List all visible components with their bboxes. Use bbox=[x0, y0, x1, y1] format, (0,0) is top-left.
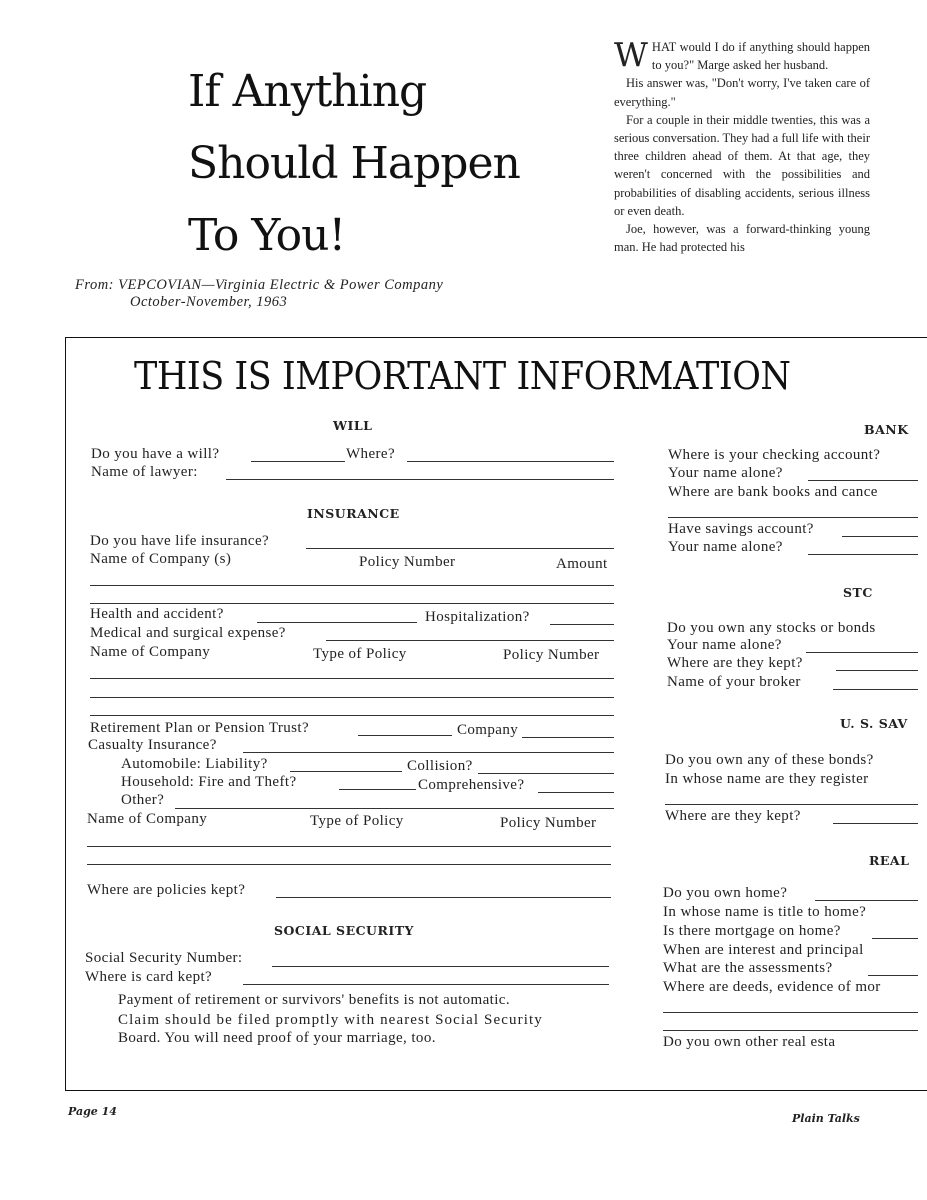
medical-surgical-line bbox=[326, 640, 614, 641]
article-paragraph-4: Joe, however, was a forward-thinking young man. He had protected his bbox=[614, 222, 870, 255]
bank-heading: BANK bbox=[864, 422, 909, 437]
retirement-line bbox=[358, 735, 452, 736]
where-policies-label: Where are policies kept? bbox=[87, 882, 246, 898]
source-line-1: From: VEPCOVIAN—Virginia Electric & Power Company bbox=[75, 277, 444, 293]
own-home-line bbox=[815, 900, 918, 901]
household-label: Household: Fire and Theft? bbox=[121, 774, 297, 790]
health-company-line-3 bbox=[90, 715, 614, 716]
other-line bbox=[175, 808, 614, 809]
savings-name-alone-line bbox=[808, 554, 918, 555]
type-of-policy-label-2: Type of Policy bbox=[310, 813, 404, 829]
medical-surgical-label: Medical and surgical expense? bbox=[90, 625, 286, 641]
form-heading: THIS IS IMPORTANT INFORMATION bbox=[134, 354, 791, 398]
bonds-whose-name-label: In whose name are they register bbox=[665, 771, 869, 787]
have-will-line bbox=[251, 461, 345, 462]
own-home-label: Do you own home? bbox=[663, 885, 788, 901]
checking-name-alone-label: Your name alone? bbox=[668, 465, 783, 481]
where-label: Where? bbox=[346, 446, 396, 462]
assessments-label: What are the assessments? bbox=[663, 960, 833, 976]
company-label: Company bbox=[457, 722, 519, 738]
own-bonds-label: Do you own any of these bonds? bbox=[665, 752, 874, 768]
name-of-company-label-1: Name of Company bbox=[90, 644, 211, 660]
comprehensive-label: Comprehensive? bbox=[418, 777, 525, 793]
collision-line bbox=[478, 773, 614, 774]
ss-note-line-3: Board. You will need proof of your marriage, too. bbox=[118, 1030, 436, 1046]
savings-label: Have savings account? bbox=[668, 521, 814, 537]
name-of-company-label-2: Name of Company bbox=[87, 811, 208, 827]
health-accident-line bbox=[257, 622, 417, 623]
other-label: Other? bbox=[121, 792, 165, 808]
publication-name: Plain Talks bbox=[792, 1112, 860, 1125]
life-company-line-1 bbox=[90, 585, 614, 586]
bank-books-line bbox=[668, 517, 918, 518]
comprehensive-line bbox=[538, 792, 614, 793]
other-real-estate-label: Do you own other real esta bbox=[663, 1034, 836, 1050]
automobile-label: Automobile: Liability? bbox=[121, 756, 268, 772]
bonds-where-kept-label: Where are they kept? bbox=[665, 808, 801, 824]
automobile-line bbox=[290, 771, 402, 772]
own-stocks-label: Do you own any stocks or bonds bbox=[667, 620, 876, 636]
page-number: Page 14 bbox=[68, 1105, 117, 1118]
article-title-line-3: To You! bbox=[188, 210, 346, 261]
policy-number-label-1: Policy Number bbox=[359, 554, 456, 570]
where-policies-line bbox=[276, 897, 611, 898]
stocks-where-kept-label: Where are they kept? bbox=[667, 655, 803, 671]
casualty-line bbox=[243, 752, 614, 753]
us-savings-heading: U. S. SAV bbox=[840, 716, 908, 731]
source-line-2: October-November, 1963 bbox=[130, 294, 288, 310]
hospitalization-label: Hospitalization? bbox=[425, 609, 530, 625]
deeds-line-1 bbox=[663, 1012, 918, 1013]
drop-cap: W bbox=[614, 35, 648, 74]
health-company-line-2 bbox=[90, 697, 614, 698]
company-names-label: Name of Company (s) bbox=[90, 551, 232, 567]
household-line bbox=[339, 789, 416, 790]
bonds-whose-name-line bbox=[665, 804, 918, 805]
mortgage-line bbox=[872, 938, 918, 939]
card-kept-label: Where is card kept? bbox=[85, 969, 213, 985]
casualty-label: Casualty Insurance? bbox=[88, 737, 217, 753]
hospitalization-line bbox=[550, 624, 614, 625]
article-paragraph-1: HAT would I do if anything should happen to you?" Marge asked her husband. bbox=[651, 40, 870, 73]
broker-label: Name of your broker bbox=[667, 674, 801, 690]
card-kept-line bbox=[243, 984, 609, 985]
life-insurance-line bbox=[306, 548, 614, 549]
checking-name-alone-line bbox=[808, 480, 918, 481]
lawyer-line bbox=[226, 479, 614, 480]
bank-books-label: Where are bank books and cance bbox=[668, 484, 878, 500]
title-name-label: In whose name is title to home? bbox=[663, 904, 867, 920]
ss-note-line-2: Claim should be filed promptly with nearest Social Security bbox=[118, 1012, 543, 1028]
insurance-heading: INSURANCE bbox=[307, 506, 400, 521]
bonds-where-kept-line bbox=[833, 823, 918, 824]
savings-line bbox=[842, 536, 918, 537]
article-paragraph-2: His answer was, "Don't worry, I've taken care of everything." bbox=[614, 76, 870, 109]
collision-label: Collision? bbox=[407, 758, 473, 774]
article-title-line-2: Should Happen bbox=[188, 138, 520, 189]
type-of-policy-label-1: Type of Policy bbox=[313, 646, 407, 662]
policy-number-label-3: Policy Number bbox=[500, 815, 597, 831]
mortgage-label: Is there mortgage on home? bbox=[663, 923, 841, 939]
assessments-line bbox=[868, 975, 918, 976]
stocks-where-kept-line bbox=[836, 670, 918, 671]
article-paragraph-3: For a couple in their middle twenties, this was a serious conversation. They had a full life with their three children ahead of them. At that age, they weren't concerned with the possibilities and probabilities of disabling accidents, serious illness or even death. bbox=[614, 112, 870, 218]
casualty-company-line-1 bbox=[87, 846, 611, 847]
deeds-label: Where are deeds, evidence of mor bbox=[663, 979, 881, 995]
ss-note-line-1: Payment of retirement or survivors' benefits is not automatic. bbox=[118, 992, 510, 1008]
health-accident-label: Health and accident? bbox=[90, 606, 224, 622]
company-line bbox=[522, 737, 614, 738]
life-company-line-2 bbox=[90, 603, 614, 604]
policy-number-label-2: Policy Number bbox=[503, 647, 600, 663]
broker-line bbox=[833, 689, 918, 690]
article-title-line-1: If Anything bbox=[188, 66, 427, 117]
article-body bbox=[614, 35, 870, 256]
lawyer-label: Name of lawyer: bbox=[91, 464, 198, 480]
health-company-line-1 bbox=[90, 678, 614, 679]
have-will-label: Do you have a will? bbox=[91, 446, 220, 462]
real-estate-heading: REAL bbox=[869, 853, 910, 868]
stocks-name-alone-label: Your name alone? bbox=[667, 637, 782, 653]
ss-number-label: Social Security Number: bbox=[85, 950, 243, 966]
where-line bbox=[407, 461, 614, 462]
deeds-line-2 bbox=[663, 1030, 918, 1031]
interest-label: When are interest and principal bbox=[663, 942, 864, 958]
casualty-company-line-2 bbox=[87, 864, 611, 865]
life-insurance-label: Do you have life insurance? bbox=[90, 533, 270, 549]
stocks-heading: STC bbox=[843, 585, 873, 600]
ss-number-line bbox=[272, 966, 609, 967]
will-heading: WILL bbox=[333, 418, 373, 433]
social-security-heading: SOCIAL SECURITY bbox=[274, 923, 414, 938]
amount-label: Amount bbox=[556, 556, 608, 572]
savings-name-alone-label: Your name alone? bbox=[668, 539, 783, 555]
retirement-label: Retirement Plan or Pension Trust? bbox=[90, 720, 310, 736]
stocks-name-alone-line bbox=[806, 652, 918, 653]
checking-label: Where is your checking account? bbox=[668, 447, 881, 463]
